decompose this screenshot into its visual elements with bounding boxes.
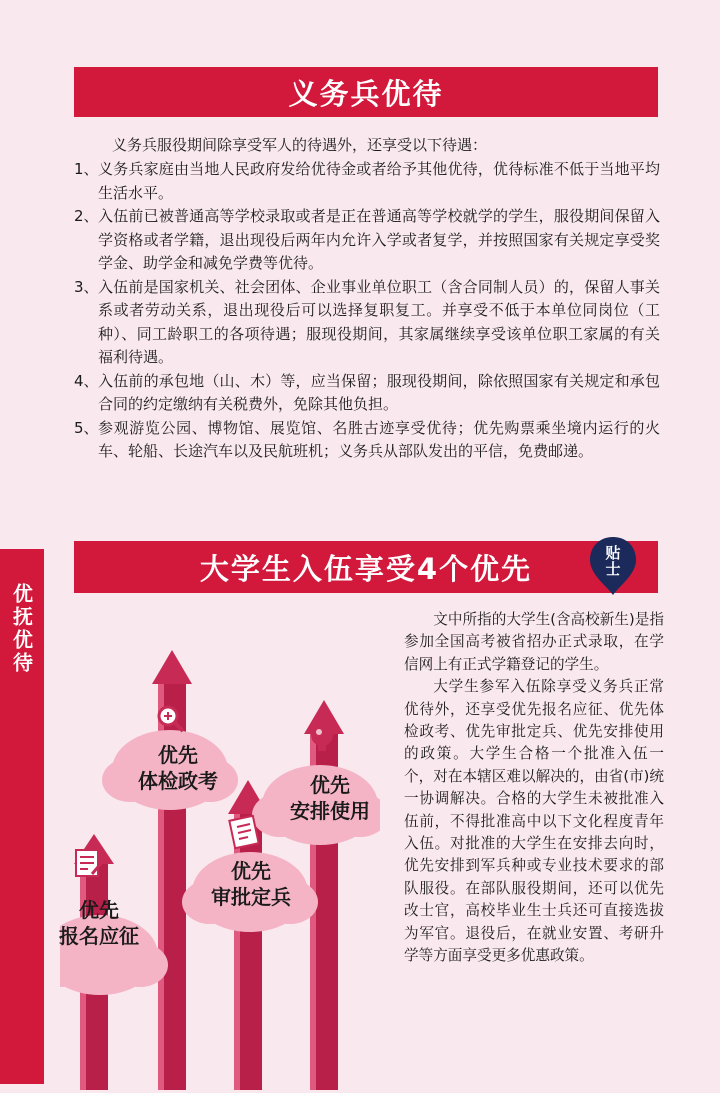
priority-line1: 优先 bbox=[231, 859, 271, 883]
paragraph: 文中所指的大学生(含高校新生)是指参加全国高考被省招办正式录取，在学信网上有正式学籍登记的学生。 bbox=[404, 611, 664, 673]
priority-line2: 安排使用 bbox=[290, 799, 370, 823]
priority-line2: 审批定兵 bbox=[211, 885, 291, 909]
list-item bbox=[74, 370, 660, 417]
priority-label-assign bbox=[272, 772, 388, 824]
tip-badge-char: 贴 bbox=[605, 544, 621, 562]
section-title: 义务兵优待 bbox=[288, 76, 444, 111]
document-icon bbox=[229, 816, 258, 848]
intro-text: 义务兵服役期间除享受军人的待遇外，还享受以下待遇： bbox=[112, 136, 488, 154]
item-number: 4、 bbox=[74, 371, 99, 390]
item-text: 入伍前已被普通高等学校录取或者是正在普通高等学校就学的学生，服役期间保留入学资格或者学籍，退出现役后两年内允许入学或者复学，并按照国家有关规定享受奖学金、助学金和减免学费等优待。 bbox=[98, 207, 660, 272]
priority-line1: 优先 bbox=[158, 743, 198, 767]
priority-label-approve bbox=[196, 858, 306, 910]
section2-title-banner bbox=[74, 541, 658, 593]
priority-label-enlist bbox=[44, 897, 154, 949]
priority-line2: 报名应征 bbox=[59, 924, 139, 948]
item-number: 3、 bbox=[74, 277, 99, 296]
section-title-banner bbox=[74, 67, 658, 117]
item-text: 参观游览公园、博物馆、展览馆、名胜古迹享受优待；优先购票乘坐境内运行的火车、轮船、长途汽车以及民航班机；义务兵从部队发出的平信，免费邮递。 bbox=[98, 418, 660, 460]
priority-line1: 优先 bbox=[310, 773, 350, 797]
item-number: 1、 bbox=[74, 160, 99, 178]
list-item bbox=[74, 158, 660, 205]
tip-badge-char: 士 bbox=[605, 560, 621, 578]
priority-arrows-illustration bbox=[60, 620, 380, 1090]
list-item bbox=[74, 276, 660, 370]
priority-line1: 优先 bbox=[79, 898, 119, 922]
priority-label-exam bbox=[118, 742, 238, 794]
item-text: 义务兵家庭由当地人民政府发给优待金或者给予其他优待，优待标准不低于当地平均生活水平。 bbox=[98, 160, 660, 202]
item-text: 入伍前是国家机关、社会团体、企业事业单位职工（含合同制人员）的，保留人事关系或者劳动关系，退出现役后可以选择复职复工。并享受不低于本单位同岗位（工种）、同工龄职工的各项待遇；服现役期间，其家属继续享受该单位职工家属的有关福利待遇。 bbox=[98, 277, 660, 366]
explanation-text bbox=[404, 609, 664, 968]
item-number: 2、 bbox=[74, 207, 99, 225]
side-category-tab bbox=[0, 549, 44, 1084]
list-item bbox=[74, 205, 660, 276]
benefit-list bbox=[74, 158, 660, 464]
list-item bbox=[74, 417, 660, 464]
tip-badge bbox=[588, 537, 638, 585]
section2-title: 大学生入伍享受4个优先 bbox=[199, 551, 533, 586]
side-tab-label: 优抚优待 bbox=[9, 583, 34, 675]
paragraph: 大学生参军入伍除享受义务兵正常优待外，还享受优先报名应征、优先体检政考、优先审批定兵、优先安排使用的政策。大学生合格一个批准入伍一个，对在本辖区难以解决的，由省(市)统一协调解决。合格的大学生未被批准入伍前，不得批准高中以下文化程度青年入伍。对批准的大学生在安排去向时，优先安排到军兵种或专业技术要求的部队服役。在部队服役期间，还可以优先改士官，高校毕业生士兵还可直接选拔为军官。退役后，在就业安置、考研升学等方面享受更多优惠政策。 bbox=[404, 678, 664, 965]
priority-line2: 体检政考 bbox=[138, 769, 218, 793]
item-number: 5、 bbox=[74, 418, 99, 437]
item-text: 入伍前的承包地（山、木）等，应当保留；服现役期间，除依照国家有关规定和承包合同的约定缴纳有关税费外，免除其他负担。 bbox=[98, 371, 660, 413]
